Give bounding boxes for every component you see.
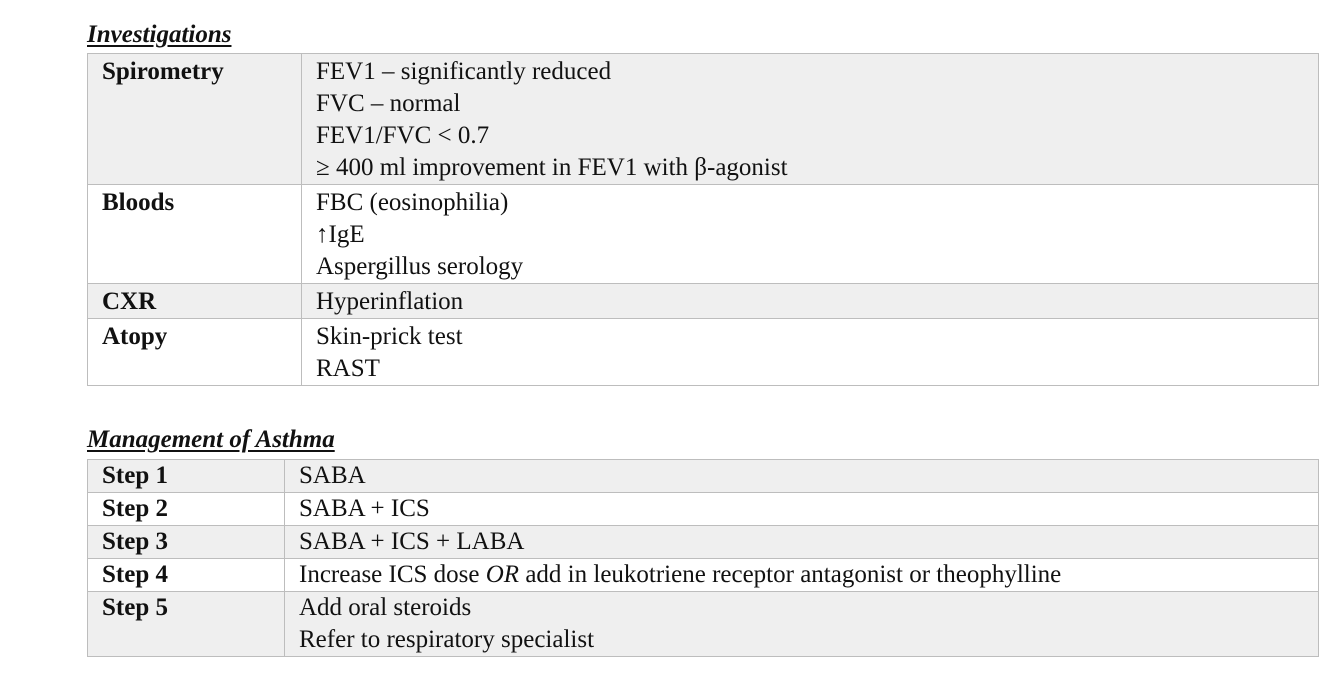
row-content xyxy=(285,460,1319,493)
content-line: Add oral steroids xyxy=(299,594,472,621)
row-content xyxy=(285,559,1319,592)
row-label: Step 1 xyxy=(88,460,285,493)
table-row-spirometry xyxy=(88,54,1319,185)
table-row-step-2 xyxy=(88,493,1319,526)
content-line: FEV1 – significantly reduced xyxy=(316,58,612,85)
content-text: add in leukotriene receptor antagonist or theophylline xyxy=(519,561,1062,588)
table-row-step-4 xyxy=(88,559,1319,592)
row-label: CXR xyxy=(88,284,302,319)
content-line: SABA + ICS + LABA xyxy=(299,528,525,555)
content-line: SABA xyxy=(299,462,366,489)
table-row-atopy xyxy=(88,319,1319,386)
row-content xyxy=(302,284,1319,319)
row-label: Step 4 xyxy=(88,559,285,592)
row-label: Step 2 xyxy=(88,493,285,526)
row-content xyxy=(302,185,1319,284)
content-line: Hyperinflation xyxy=(316,288,464,315)
content-line: FBC (eosinophilia) xyxy=(316,189,509,216)
content-line: ≥ 400 ml improvement in FEV1 with β-agonist xyxy=(316,154,788,181)
table-row-step-3 xyxy=(88,526,1319,559)
table-row-step-5 xyxy=(88,592,1319,657)
content-line: RAST xyxy=(316,355,380,382)
content-line: FEV1/FVC < 0.7 xyxy=(316,122,490,149)
investigations-title: Investigations xyxy=(87,21,232,48)
table-row-cxr xyxy=(88,284,1319,319)
row-content xyxy=(285,493,1319,526)
table-row-bloods xyxy=(88,185,1319,284)
row-label: Step 5 xyxy=(88,592,285,657)
content-line: Aspergillus serology xyxy=(316,253,524,280)
management-title: Management of Asthma xyxy=(87,426,335,453)
row-content xyxy=(302,319,1319,386)
row-content xyxy=(285,526,1319,559)
content-line: ↑IgE xyxy=(316,221,365,248)
row-content xyxy=(302,54,1319,185)
content-line xyxy=(299,559,1308,591)
row-label: Atopy xyxy=(88,319,302,386)
content-text: Increase ICS dose xyxy=(299,561,486,588)
emphasis-or: OR xyxy=(485,561,520,588)
content-line: FVC – normal xyxy=(316,90,461,117)
row-label: Bloods xyxy=(88,185,302,284)
content-line: SABA + ICS xyxy=(299,495,430,522)
content-line: Skin-prick test xyxy=(316,323,463,350)
content-line: Refer to respiratory specialist xyxy=(299,626,595,653)
row-label: Step 3 xyxy=(88,526,285,559)
investigations-table xyxy=(87,53,1319,386)
row-content xyxy=(285,592,1319,657)
table-row-step-1 xyxy=(88,460,1319,493)
row-label: Spirometry xyxy=(88,54,302,185)
management-table xyxy=(87,459,1319,657)
